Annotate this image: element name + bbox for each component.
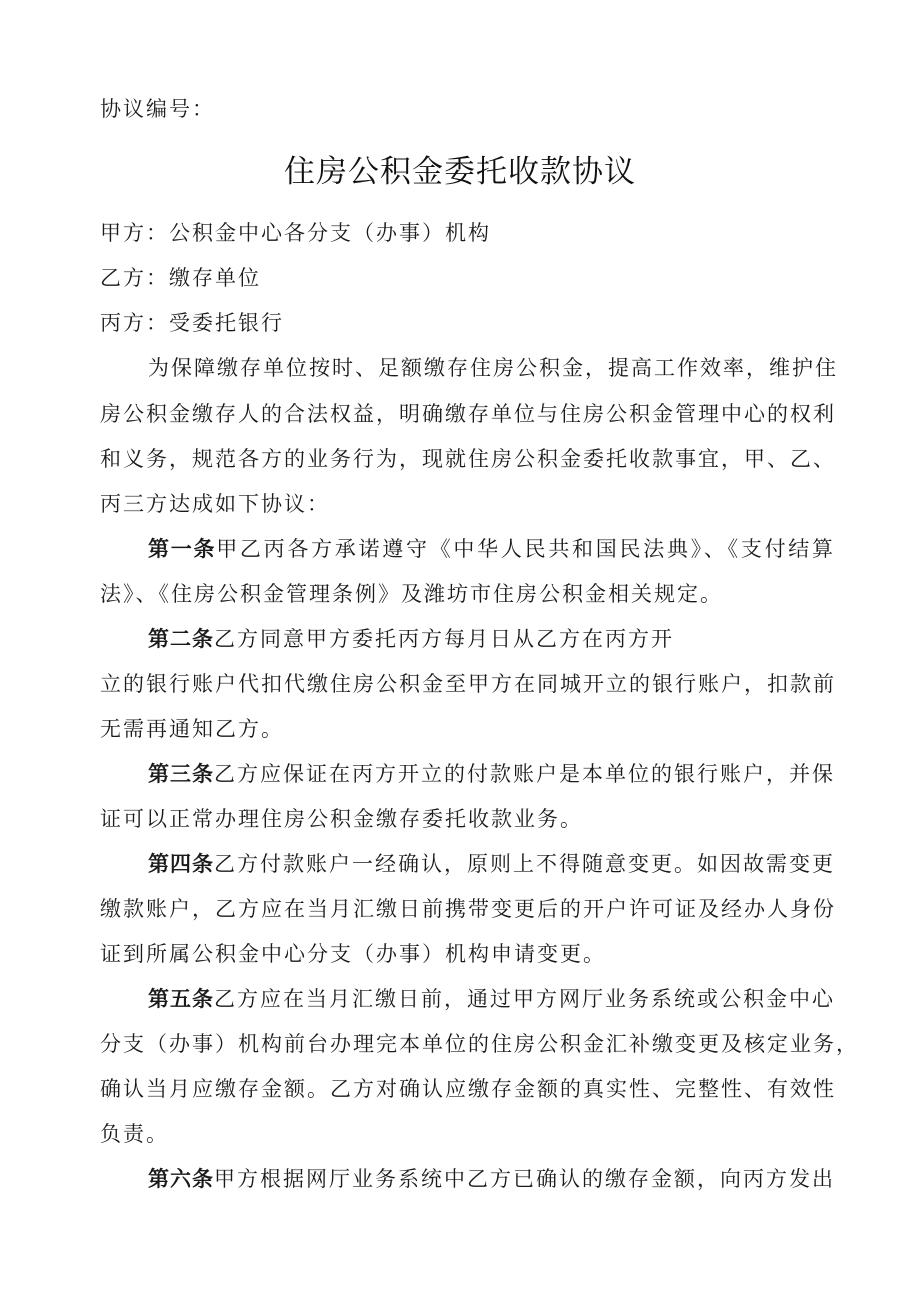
article-1-label: 第一条 bbox=[148, 537, 217, 561]
article-2-text: 乙方同意甲方委托丙方每月日从乙方在丙方开 bbox=[214, 627, 674, 651]
preamble-line: 为保障缴存单位按时、足额缴存住房公积金，提高工作效率，维护住 bbox=[148, 356, 838, 380]
article-2-label: 第二条 bbox=[148, 627, 214, 651]
article-3-text: 乙方应保证在丙方开立的付款账户是本单位的银行账户，并保 bbox=[214, 762, 835, 786]
article-5 bbox=[148, 984, 835, 1014]
article-3 bbox=[148, 759, 835, 789]
article-2 bbox=[148, 624, 835, 654]
party-b: 乙方：缴存单位 bbox=[100, 266, 261, 290]
article-4-line: 证到所属公积金中心分支（办事）机构申请变更。 bbox=[100, 942, 606, 966]
article-2-line: 无需再通知乙方。 bbox=[100, 717, 284, 741]
article-1-line: 法》、《住房公积金管理条例》及潍坊市住房公积金相关规定。 bbox=[100, 582, 723, 606]
article-6-text: 甲方根据网厅业务系统中乙方已确认的缴存金额，向丙方发出 bbox=[214, 1167, 835, 1191]
document-title: 住房公积金委托收款协议 bbox=[284, 154, 636, 190]
article-4-line: 缴款账户，乙方应在当月汇缴日前携带变更后的开户许可证及经办人身份 bbox=[100, 897, 836, 921]
article-5-line: 确认当月应缴存金额。乙方对确认应缴存金额的真实性、完整性、有效性 bbox=[100, 1077, 836, 1101]
preamble-line: 丙三方达成如下协议： bbox=[100, 492, 330, 516]
article-4-text: 乙方付款账户一经确认，原则上不得随意变更。如因故需变更 bbox=[214, 852, 835, 876]
article-6-label: 第六条 bbox=[148, 1167, 214, 1191]
article-4-label: 第四条 bbox=[148, 852, 214, 876]
article-4 bbox=[148, 849, 835, 879]
article-3-label: 第三条 bbox=[148, 762, 214, 786]
preamble-line: 房公积金缴存人的合法权益，明确缴存单位与住房公积金管理中心的权利 bbox=[100, 402, 836, 426]
article-5-label: 第五条 bbox=[148, 987, 214, 1011]
article-2-line: 立的银行账户代扣代缴住房公积金至甲方在同城开立的银行账户，扣款前 bbox=[100, 672, 836, 696]
article-1-text: 甲乙丙各方承诺遵守《中华人民共和国民法典》、《支付结算 bbox=[216, 537, 836, 561]
party-a: 甲方：公积金中心各分支（办事）机构 bbox=[100, 221, 491, 245]
party-c: 丙方：受委托银行 bbox=[100, 311, 284, 335]
article-6 bbox=[148, 1164, 835, 1194]
article-5-line: 分支（办事）机构前台办理完本单位的住房公积金汇补缴变更及核定业务， bbox=[100, 1032, 859, 1056]
article-1 bbox=[148, 534, 835, 564]
article-5-line: 负责。 bbox=[100, 1122, 169, 1146]
article-5-text: 乙方应在当月汇缴日前，通过甲方网厅业务系统或公积金中心 bbox=[214, 987, 835, 1011]
article-3-line: 证可以正常办理住房公积金缴存委托收款业务。 bbox=[100, 807, 583, 831]
agreement-number-label: 协议编号： bbox=[100, 97, 215, 121]
preamble-line: 和义务，规范各方的业务行为，现就住房公积金委托收款事宜，甲、乙、 bbox=[100, 447, 836, 471]
